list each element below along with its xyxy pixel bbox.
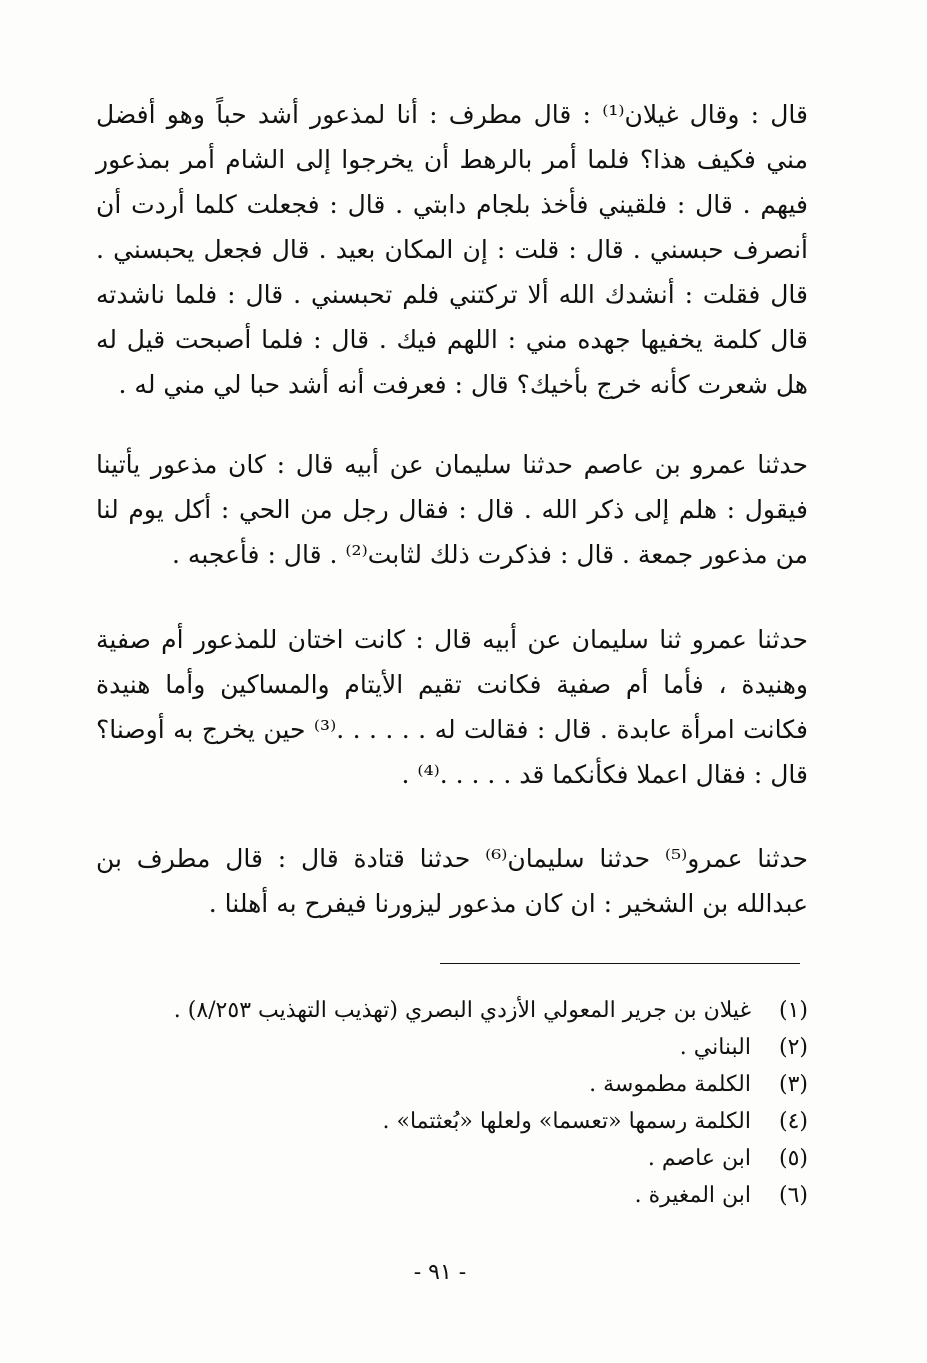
paragraph-4: حدثنا عمرو⁽⁵⁾ حدثنا سليمان⁽⁶⁾ حدثنا قتادة قال : قال مطرف بن عبدالله بن الشخير : ان كان مذعور ليزورنا فيفرح به أهلنا .: [96, 844, 808, 918]
paragraph-2: حدثنا عمرو بن عاصم حدثنا سليمان عن أبيه قال : كان مذعور يأتينا فيقول : هلم إلى ذكر الله . قال : فقال رجل من الحي : أكل يوم لنا من مذعور جمعة . قال : فذكرت ذلك لثابت⁽²⁾ . قال : فأعجبه .: [96, 450, 808, 569]
footnote-5: [96, 1140, 808, 1177]
footnote-3: [96, 1066, 808, 1103]
footnote-number: (٢): [778, 1035, 808, 1060]
footnote-text: ابن عاصم .: [647, 1146, 751, 1171]
footnote-text: البناني .: [679, 1035, 751, 1060]
footnote-number: (٣): [778, 1072, 808, 1097]
page-number: - ٩١ -: [413, 1260, 467, 1285]
footnotes-list: [96, 992, 808, 1214]
paragraph-1: قال : وقال غيلان⁽¹⁾ : قال مطرف : أنا لمذعور أشد حباً وهو أفضل مني فكيف هذا؟ فلما أمر بالرهط أن يخرجوا إلى الشام أمر بمذعور فيهم . قال : فلقيني فأخذ بلجام دابتي . قال : فجعلت كلما أردت أن أنصرف حبسني . قال : قلت : إن المكان بعيد . قال فجعل يحبسني . قال فقلت : أنشدك الله ألا تركتني فلم تحبسني . قال : فلما ناشدته قال كلمة يخفيها جهده مني : اللهم فيك . قال : فلما أصبحت قيل له هل شعرت كأنه خرج بأخيك؟ قال : فعرفت أنه أشد حبا لي مني له .: [96, 100, 808, 399]
footnote-number: (٥): [778, 1146, 808, 1171]
footnote-2: [96, 1029, 808, 1066]
footnote-number: (١): [778, 998, 808, 1023]
footnote-divider: [440, 963, 800, 964]
footnote-4: [96, 1103, 808, 1140]
footnote-6: [96, 1177, 808, 1214]
paragraph-3: حدثنا عمرو ثنا سليمان عن أبيه قال : كانت اختان للمذعور أم صفية وهنيدة ، فأما أم صفية فكانت تقيم الأيتام والمساكين وأما هنيدة فكانت امرأة عابدة . قال : فقالت له . . . . . .⁽³⁾ حين يخرج به أوصنا؟ قال : فقال اعملا فكأنكما قد . . . . .⁽⁴⁾ .: [96, 625, 808, 789]
footnote-text: غيلان بن جرير المعولي الأزدي البصري (تهذيب التهذيب ٨/٢٥٣) .: [173, 998, 751, 1023]
footnote-1: [96, 992, 808, 1029]
footnote-number: (٤): [778, 1109, 808, 1134]
footnote-text: ابن المغيرة .: [634, 1183, 751, 1208]
footnote-text: الكلمة مطموسة .: [589, 1072, 751, 1097]
footnote-number: (٦): [778, 1183, 808, 1208]
footnote-text: الكلمة رسمها «تعسما» ولعلها «بُعثتما» .: [382, 1109, 751, 1134]
